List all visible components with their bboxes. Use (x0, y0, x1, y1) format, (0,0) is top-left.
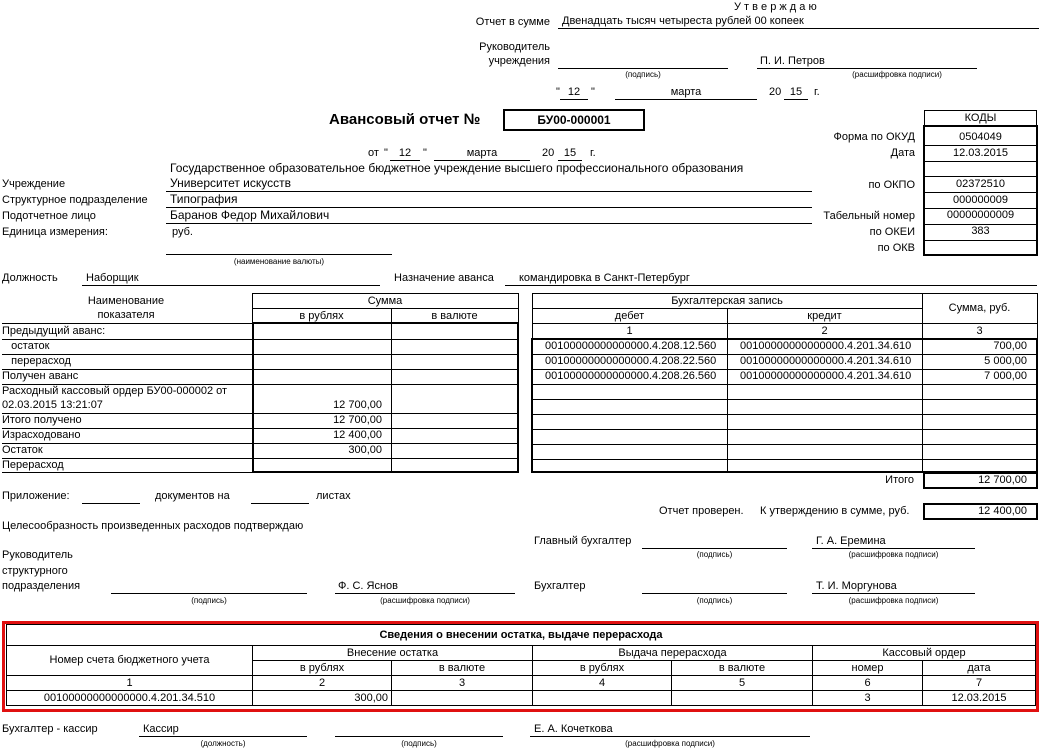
appendix-docs-line (82, 503, 140, 504)
rt-body-v2 (922, 339, 923, 472)
balance-date: 12.03.2015 (923, 691, 1036, 706)
balance-n1: 1 (7, 676, 253, 691)
lt-row-divider (2, 443, 518, 444)
balance-n2: 2 (253, 676, 392, 691)
cashier-sign-caption: (подпись) (401, 739, 437, 748)
cashier-name: Е. А. Кочеткова (534, 723, 613, 735)
balance-h-deposit: Внесение остатка (253, 646, 533, 661)
rt-h-v1 (532, 293, 533, 339)
lt-row-name: 02.03.2015 13:21:07 (2, 399, 103, 411)
codes-dept: 000000009 (952, 194, 1009, 206)
approve-title: У т в е р ж д а ю (734, 1, 817, 13)
chief-acc-name: Г. А. Еремина (816, 535, 886, 547)
report-number: БУ00-000001 (503, 109, 645, 131)
rt-row-credit: 00100000000000000.4.201.34.610 (740, 355, 912, 367)
cashier-name-line (530, 736, 810, 737)
rt-h-debit: дебет (614, 310, 645, 322)
rt-n3: 3 (976, 325, 983, 337)
codes-okv-label: по ОКВ (877, 242, 915, 254)
lt-row-divider (2, 339, 518, 340)
lt-body-v (391, 323, 392, 472)
acc-sign-caption: (подпись) (696, 596, 733, 605)
approve-sum2: 12 400,00 (923, 503, 1038, 520)
rt-n2: 2 (821, 325, 828, 337)
chief-acc-decode-caption: (расшифровка подписи) (848, 550, 939, 559)
position-value: Наборщик (86, 272, 139, 284)
report-q1: " (384, 147, 388, 159)
approve-q2: " (591, 86, 595, 98)
balance-n6: 6 (813, 676, 923, 691)
lt-h-mid-line (252, 308, 518, 309)
lt-row-name: перерасход (2, 355, 71, 367)
lt-row-name: Перерасход (2, 459, 64, 471)
approve-head-name: П. И. Петров (760, 55, 825, 67)
confirm-text: Целесообразность произведенных расходов подтверждаю (2, 520, 304, 532)
approve-decode-caption: (расшифровка подписи) (852, 70, 942, 79)
institution-line1: Государственное образовательное бюджетное учреждение высшего профессионального образования (170, 161, 744, 175)
balance-h-dep-rub: в рублях (253, 661, 392, 676)
cashier-position-line (139, 736, 307, 737)
lt-row-name: Получен аванс (2, 370, 79, 382)
unit-head-label-2: структурного (2, 565, 68, 577)
report-title: Авансовый отчет № (329, 111, 481, 128)
rt-row-divider (532, 459, 1037, 460)
unit-head-decode-caption: (расшифровка подписи) (380, 596, 470, 605)
rt-h-low-line (532, 323, 1037, 324)
institution-label: Учреждение (2, 178, 66, 190)
lt-row-divider-bottom (2, 472, 252, 473)
lt-row-name: Израсходовано (2, 429, 81, 441)
cashier-sign-line (335, 736, 503, 737)
rt-row-divider (532, 384, 1037, 385)
cashier-pos-caption: (должность) (200, 739, 246, 748)
codes-okpo-label: по ОКПО (868, 179, 915, 191)
lt-row-rub: 12 700,00 (333, 399, 382, 411)
rt-row-sum: 700,00 (993, 340, 1027, 352)
rt-n1: 1 (626, 325, 633, 337)
lt-row-name: Остаток (2, 444, 43, 456)
position-label: Должность (2, 272, 58, 284)
approve-year: 15 (789, 86, 803, 98)
report-q2: " (423, 147, 427, 159)
codes-div-3 (924, 176, 1037, 177)
dept-value: Типография (170, 192, 238, 206)
report-from-label: от (368, 147, 379, 159)
codes-tab: 00000000009 (946, 209, 1015, 221)
cashier-decode-caption: (расшифровка подписи) (625, 739, 715, 748)
report-year-prefix: 20 (542, 147, 555, 159)
cashier-label: Бухгалтер - кассир (2, 723, 98, 735)
rt-total: 12 700,00 (923, 472, 1038, 489)
codes-date-label: Дата (890, 147, 915, 159)
purpose-line (505, 285, 1037, 286)
unit-head-name-line (335, 593, 515, 594)
currency-line (166, 254, 392, 255)
codes-div-7 (924, 240, 1037, 241)
approve-sum-label: Отчет в сумме (475, 16, 550, 28)
unit-head-sign-line (111, 593, 307, 594)
rt-body-v1 (727, 339, 728, 472)
balance-num: 3 (813, 691, 923, 706)
lt-h-v1 (252, 293, 253, 323)
approve-sign-line (558, 68, 728, 69)
checked-label: Отчет проверен. (659, 505, 744, 517)
currency-caption: (наименование валюты) (233, 257, 325, 266)
rt-row-divider (532, 429, 1037, 430)
acc-name-line (812, 593, 975, 594)
approve-sum-text: Двенадцать тысяч четыреста рублей 00 копеек (562, 15, 804, 27)
acc-name: Т. И. Моргунова (816, 580, 897, 592)
lt-row-divider (2, 384, 518, 385)
approve-head-label-2: учреждения (488, 55, 550, 67)
balance-h-ov-cur: в валюте (672, 661, 813, 676)
rt-total-label: Итого (885, 474, 914, 486)
balance-n4: 4 (533, 676, 672, 691)
approve-sum-line (558, 28, 1039, 29)
chief-acc-sign-caption: (подпись) (696, 550, 733, 559)
lt-h-name-2: показателя (97, 309, 155, 321)
lt-h-v2 (391, 308, 392, 323)
lt-h-v3 (518, 293, 519, 323)
rt-row-debit: 00100000000000000.4.208.26.560 (545, 370, 717, 382)
rt-row-divider (532, 399, 1037, 400)
rt-row-divider (532, 444, 1037, 445)
rt-h-credit: кредит (807, 310, 842, 322)
rt-top-line (532, 293, 1037, 294)
balance-title: Сведения о внесении остатка, выдаче перерасхода (7, 625, 1036, 646)
approve-head-label-1: Руководитель (479, 41, 550, 53)
report-year-suffix: г. (590, 147, 596, 159)
lt-row-divider (2, 458, 518, 459)
lt-h-rub: в рублях (299, 310, 344, 322)
rt-row-sum: 5 000,00 (984, 355, 1027, 367)
chief-acc-sign-line (642, 548, 787, 549)
unit-head-name: Ф. С. Яснов (338, 580, 399, 592)
approve-q1: " (556, 86, 560, 98)
acc-decode-caption: (расшифровка подписи) (848, 596, 939, 605)
codes-div-2 (924, 161, 1037, 162)
approve-year-line (784, 99, 808, 100)
balance-highlight (2, 621, 1039, 712)
approve-day-line (560, 99, 588, 100)
appendix-sheets-label: листах (316, 490, 351, 502)
balance-h-ov-rub: в рублях (533, 661, 672, 676)
rt-row-divider (532, 414, 1037, 415)
lt-row-rub: 300,00 (348, 444, 382, 456)
approve-sum2-label: К утверждению в сумме, руб. (760, 505, 910, 517)
codes-div-1 (924, 145, 1037, 146)
balance-n3: 3 (392, 676, 533, 691)
codes-okud-label: Форма по ОКУД (833, 131, 915, 143)
person-line (166, 223, 812, 224)
balance-account: 00100000000000000.4.201.34.510 (7, 691, 253, 706)
codes-okpo: 02372510 (956, 178, 1005, 190)
lt-h-bottom-left (2, 323, 252, 324)
approve-day: 12 (567, 86, 581, 98)
chief-acc-name-line (812, 548, 975, 549)
balance-h-overspend: Выдача перерасхода (533, 646, 813, 661)
rt-row-credit: 00100000000000000.4.201.34.610 (740, 340, 912, 352)
lt-row-divider (2, 369, 518, 370)
lt-row-name: остаток (2, 340, 50, 352)
codes-okei: 383 (971, 225, 990, 237)
appendix-sheets-line (251, 503, 309, 504)
person-value: Баранов Федор Михайлович (170, 208, 330, 222)
acc-sign-line (642, 593, 787, 594)
rt-row-sum: 7 000,00 (984, 370, 1027, 382)
codes-okud: 0504049 (959, 131, 1002, 143)
lt-row-rub: 12 700,00 (333, 414, 382, 426)
person-label: Подотчетное лицо (2, 210, 96, 222)
approve-name-line (757, 68, 977, 69)
appendix-docs-label: документов на (155, 490, 230, 502)
purpose-label: Назначение аванса (394, 272, 494, 284)
approve-year-prefix: 20 (769, 86, 782, 98)
lt-h-sum: Сумма (367, 295, 403, 307)
lt-h-name-1: Наименование (87, 295, 165, 307)
balance-h-num: номер (813, 661, 923, 676)
approve-month: марта (670, 86, 702, 98)
balance-n5: 5 (672, 676, 813, 691)
unit-head-label-3: подразделения (2, 580, 81, 592)
cashier-position: Кассир (143, 723, 179, 735)
codes-date: 12.03.2015 (952, 147, 1009, 159)
acc-label: Бухгалтер (534, 580, 586, 592)
rt-row-debit: 00100000000000000.4.208.12.560 (545, 340, 717, 352)
approve-month-line (615, 99, 757, 100)
balance-h-dep-cur: в валюте (392, 661, 533, 676)
dept-label: Структурное подразделение (2, 194, 148, 206)
lt-top-line (252, 293, 518, 294)
unit-value: руб. (172, 226, 193, 238)
codes-okei-label: по ОКЕИ (869, 226, 915, 238)
lt-row-divider (2, 354, 518, 355)
balance-dep-rub: 300,00 (253, 691, 392, 706)
lt-row-name: Предыдущий аванс: (2, 325, 106, 337)
balance-h-account: Номер счета бюджетного учета (7, 646, 253, 676)
approve-sign-caption: (подпись) (625, 70, 661, 79)
rt-h-sum: Сумма, руб. (948, 302, 1011, 314)
unit-head-label-1: Руководитель (2, 549, 73, 561)
lt-row-rub: 12 400,00 (333, 429, 382, 441)
rt-h-entry: Бухгалтерская запись (671, 295, 783, 307)
rt-h-v2 (727, 308, 728, 339)
lt-row-name: Итого получено (2, 414, 82, 426)
balance-h-order: Кассовый ордер (813, 646, 1036, 661)
rt-row-debit: 00100000000000000.4.208.22.560 (545, 355, 717, 367)
lt-row-divider (2, 413, 518, 414)
position-line (82, 285, 380, 286)
report-year: 15 (563, 147, 577, 159)
purpose-value: командировка в Санкт-Петербург (519, 272, 690, 284)
rt-row-credit: 00100000000000000.4.201.34.610 (740, 370, 912, 382)
approve-year-suffix: г. (814, 86, 820, 98)
lt-h-cur: в валюте (431, 310, 478, 322)
unit-head-sign-caption: (подпись) (191, 596, 227, 605)
institution-line (166, 191, 812, 192)
appendix-label: Приложение: (2, 490, 70, 502)
rt-h-v4 (1037, 293, 1038, 339)
institution-line2: Университет искусств (170, 176, 291, 190)
balance-h-date: дата (923, 661, 1036, 676)
balance-n7: 7 (923, 676, 1036, 691)
codes-tab-label: Табельный номер (823, 210, 915, 222)
chief-acc-label: Главный бухгалтер (534, 535, 632, 547)
codes-header: КОДЫ (924, 110, 1037, 126)
codes-div-4 (924, 192, 1037, 193)
report-day: 12 (398, 147, 412, 159)
lt-row-name: Расходный кассовый ордер БУ00-000002 от (2, 385, 228, 397)
unit-label: Единица измерения: (2, 226, 108, 238)
rt-h-v3 (922, 293, 923, 339)
lt-row-divider (2, 428, 518, 429)
report-month: марта (466, 147, 498, 159)
